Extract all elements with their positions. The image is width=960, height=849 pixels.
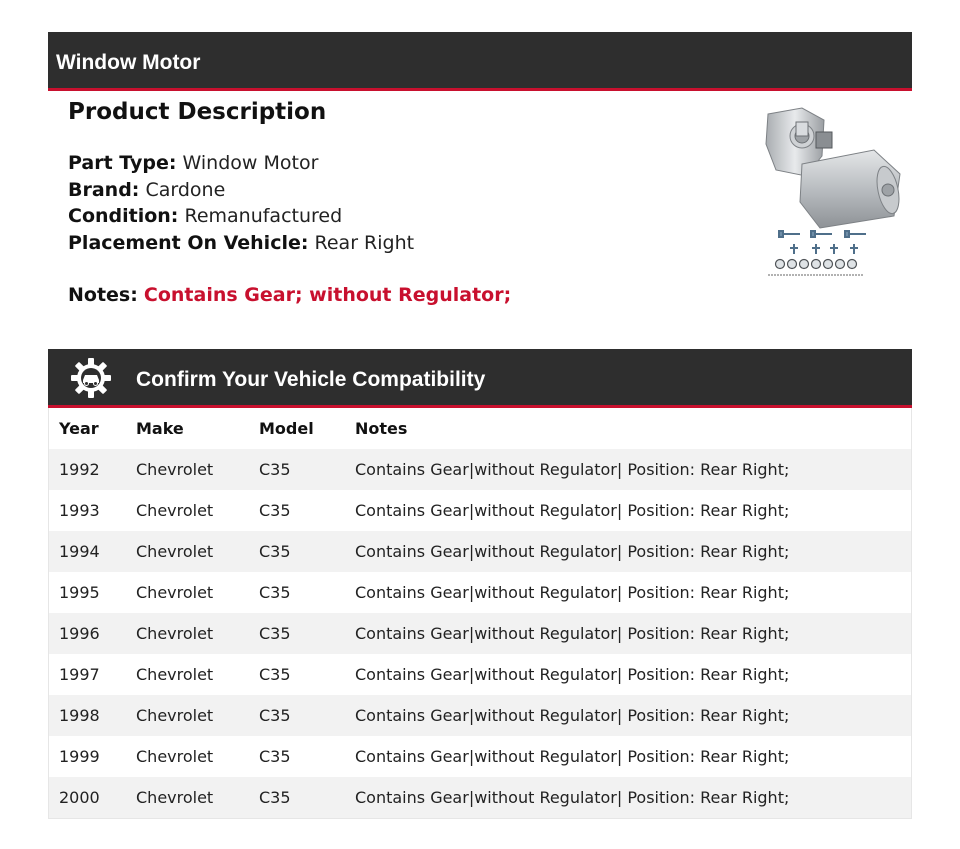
spec-value: Cardone: [145, 178, 226, 201]
spec-label: Placement On Vehicle:: [68, 231, 309, 254]
spec-label: Part Type:: [68, 152, 177, 174]
description-heading: Product Description: [68, 99, 327, 125]
spec-value: Rear Right: [314, 231, 415, 254]
spec-condition: [68, 203, 688, 230]
table-row: [49, 531, 911, 572]
cell-notes: Contains Gear|without Regulator| Position: Rear Right;: [355, 583, 790, 602]
spec-part-type: [68, 150, 688, 177]
cell-notes: Contains Gear|without Regulator| Position: Rear Right;: [355, 624, 790, 643]
notes-label: Notes:: [68, 284, 138, 306]
cell-notes: Contains Gear|without Regulator| Position: Rear Right;: [355, 706, 790, 725]
cell-year: 2000: [59, 788, 100, 807]
spec-placement: [68, 230, 688, 257]
cell-notes: Contains Gear|without Regulator| Position: Rear Right;: [355, 788, 790, 807]
cell-model: C35: [259, 583, 291, 602]
compatibility-table: [48, 408, 912, 819]
table-row: [49, 613, 911, 654]
spec-label: Brand:: [68, 178, 140, 201]
cell-make: Chevrolet: [136, 624, 214, 643]
cell-model: C35: [259, 747, 291, 766]
table-row: [49, 736, 911, 777]
cell-model: C35: [259, 624, 291, 643]
cell-model: C35: [259, 706, 291, 725]
product-notes: [68, 282, 688, 308]
spec-label: Condition:: [68, 205, 179, 227]
cell-year: 1997: [59, 665, 100, 684]
spec-brand: [68, 177, 688, 204]
cell-make: Chevrolet: [136, 501, 214, 520]
cell-year: 1993: [59, 501, 100, 520]
column-header-notes: Notes: [355, 419, 408, 438]
cell-make: Chevrolet: [136, 788, 214, 807]
cell-notes: Contains Gear|without Regulator| Position: Rear Right;: [355, 665, 790, 684]
cell-make: Chevrolet: [136, 583, 214, 602]
table-row: [49, 695, 911, 736]
cell-year: 1996: [59, 624, 100, 643]
cell-year: 1995: [59, 583, 100, 602]
cell-make: Chevrolet: [136, 747, 214, 766]
product-header-bar: [48, 32, 912, 91]
table-row: [49, 449, 911, 490]
cell-model: C35: [259, 542, 291, 561]
cell-year: 1994: [59, 542, 100, 561]
column-header-year: Year: [59, 419, 99, 438]
column-header-model: Model: [259, 419, 314, 438]
table-header-row: [49, 408, 911, 449]
cell-make: Chevrolet: [136, 542, 214, 561]
gear-car-icon: [70, 357, 112, 399]
product-description: [68, 96, 688, 308]
cell-make: Chevrolet: [136, 665, 214, 684]
cell-year: 1998: [59, 706, 100, 725]
column-header-make: Make: [136, 419, 184, 438]
cell-notes: Contains Gear|without Regulator| Position: Rear Right;: [355, 747, 790, 766]
spec-value: Window Motor: [182, 152, 319, 174]
cell-make: Chevrolet: [136, 706, 214, 725]
spec-value: Remanufactured: [184, 205, 343, 227]
cell-model: C35: [259, 460, 291, 479]
cell-model: C35: [259, 788, 291, 807]
cell-notes: Contains Gear|without Regulator| Position: Rear Right;: [355, 501, 790, 520]
table-row: [49, 572, 911, 613]
cell-year: 1999: [59, 747, 100, 766]
cell-model: C35: [259, 665, 291, 684]
compatibility-header-bar: [48, 349, 912, 408]
cell-model: C35: [259, 501, 291, 520]
cell-make: Chevrolet: [136, 460, 214, 479]
cell-notes: Contains Gear|without Regulator| Position: Rear Right;: [355, 542, 790, 561]
table-row: [49, 490, 911, 531]
notes-value: Contains Gear; without Regulator;: [143, 284, 512, 306]
compatibility-title: Confirm Your Vehicle Compatibility: [136, 368, 486, 391]
cell-notes: Contains Gear|without Regulator| Position: Rear Right;: [355, 460, 790, 479]
product-image: [762, 104, 904, 282]
cell-year: 1992: [59, 460, 100, 479]
table-row: [49, 777, 911, 818]
table-row: [49, 654, 911, 695]
product-title: Window Motor: [56, 51, 201, 74]
spec-list: [68, 150, 688, 256]
